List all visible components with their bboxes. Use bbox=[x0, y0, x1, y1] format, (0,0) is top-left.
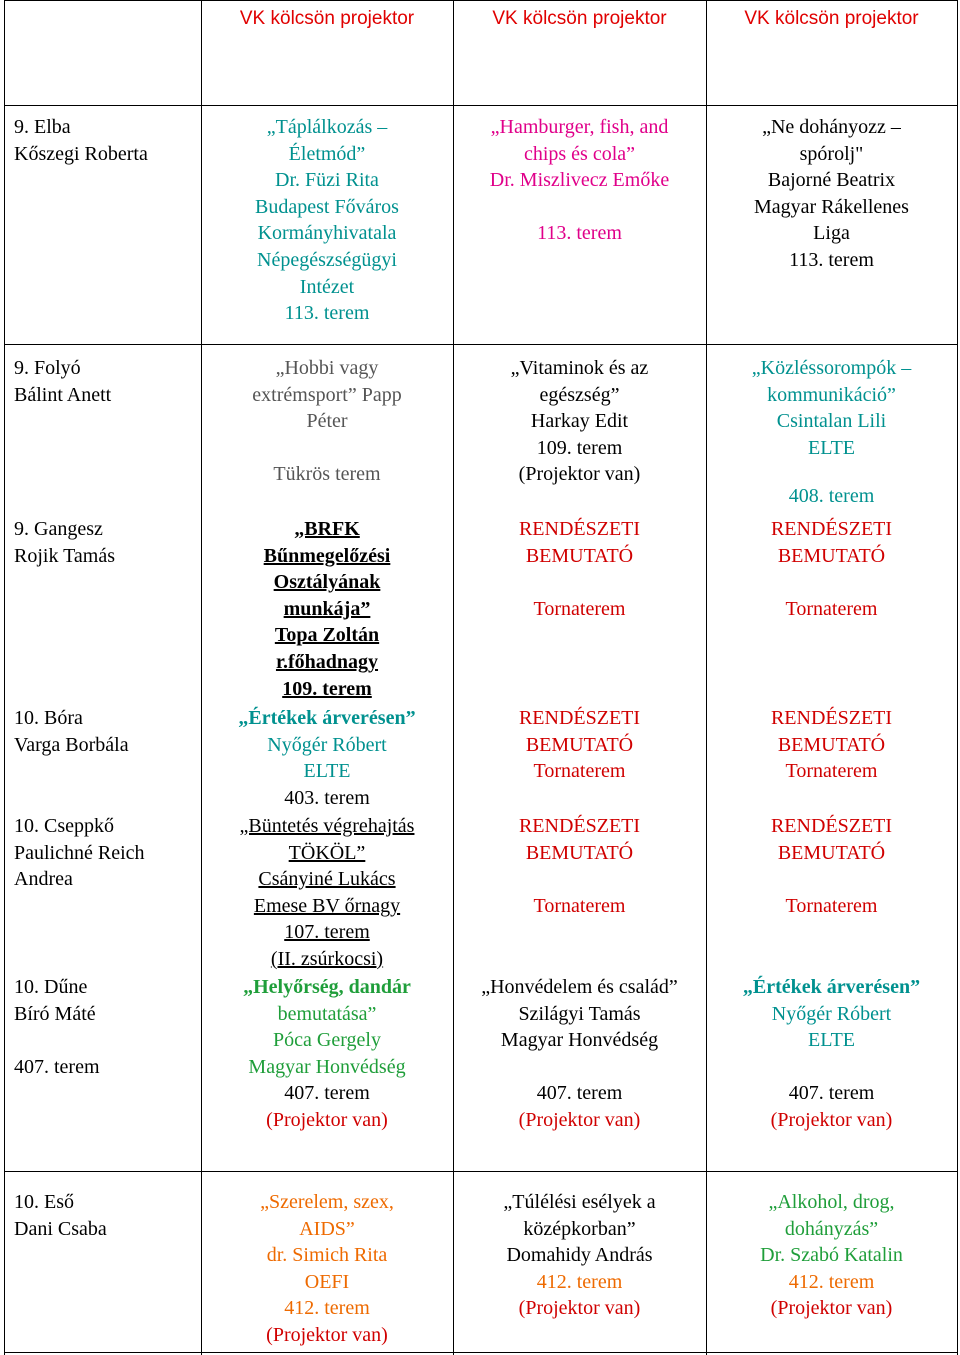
group-folyo: 9. Folyó Bálint Anett bbox=[14, 357, 112, 406]
header-col3: VK kölcsön projektor bbox=[744, 8, 919, 29]
bora-session-3: RENDÉSZETI BEMUTATÓ Tornaterem bbox=[770, 707, 893, 783]
gangesz-session-3: RENDÉSZETI BEMUTATÓ Tornaterem bbox=[770, 518, 893, 620]
elba-session-3: „Ne dohányozz – spórolj" Bajorné Beatrix Magyar Rákellenes Liga 113. terem bbox=[754, 116, 909, 271]
border-left bbox=[4, 0, 5, 1355]
cseppko-session-2: RENDÉSZETI BEMUTATÓ Tornaterem bbox=[518, 815, 641, 917]
dune-session-2: „Honvédelem és család” Szilágyi Tamás Magyar Honvédség 407. terem (Projektor van) bbox=[481, 976, 678, 1131]
border-right bbox=[957, 0, 958, 1355]
border-top bbox=[4, 0, 958, 1]
group-dune: 10. Dűne Bíró Máté 407. terem bbox=[14, 976, 100, 1078]
group-eso: 10. Eső Dani Csaba bbox=[14, 1191, 107, 1240]
gangesz-session-1: „BRFK Bűnmegelőzési Osztályának munkája” Topa Zoltán r.főhadnagy 109. terem bbox=[263, 518, 391, 700]
header-col2: VK kölcsön projektor bbox=[492, 8, 667, 29]
border-row2 bbox=[4, 344, 958, 345]
bora-session-1: „Értékek árverésen” Nyőgér Róbert ELTE 403. terem bbox=[238, 707, 416, 809]
group-gangesz: 9. Gangesz Rojik Tamás bbox=[14, 518, 116, 567]
elba-session-2: „Hamburger, fish, and chips és cola” Dr. Miszlivecz Emőke 113. terem bbox=[489, 116, 670, 245]
bora-session-2: RENDÉSZETI BEMUTATÓ Tornaterem bbox=[518, 707, 641, 783]
header-col1: VK kölcsön projektor bbox=[239, 8, 415, 29]
group-bora: 10. Bóra Varga Borbála bbox=[14, 707, 129, 756]
cseppko-session-3: RENDÉSZETI BEMUTATÓ Tornaterem bbox=[770, 815, 893, 917]
eso-session-2: „Túlélési esélyek a középkorban” Domahidy András 412. terem (Projektor van) bbox=[503, 1191, 656, 1320]
border-bottom bbox=[4, 1352, 958, 1353]
group-cseppko: 10. Cseppkő Paulichné Reich Andrea bbox=[14, 815, 145, 891]
eso-session-1: „Szerelem, szex, AIDS” dr. Simich Rita OEFI 412. terem (Projektor van) bbox=[260, 1191, 394, 1346]
folyo-session-3: „Közléssorompók – kommunikáció” Csintalan Lili ELTE 408. terem bbox=[751, 357, 912, 508]
dune-session-1: „Helyőrség, dandár bemutatása” Póca Gergely Magyar Honvédség 407. terem (Projektor van) bbox=[243, 976, 411, 1131]
cseppko-session-1: „Büntetés végrehajtás TÖKÖL” Csányiné Lukács Emese BV őrnagy 107. terem (II. zsúrkocsi) bbox=[239, 815, 415, 970]
eso-session-3: „Alkohol, drog, dohányzás” Dr. Szabó Katalin 412. terem (Projektor van) bbox=[760, 1191, 903, 1320]
elba-session-1: „Táplálkozás – Életmód” Dr. Füzi Rita Budapest Főváros Kormányhivatala Népegészségügyi Intézet 113. terem bbox=[255, 116, 399, 325]
gangesz-session-2: RENDÉSZETI BEMUTATÓ Tornaterem bbox=[518, 518, 641, 620]
group-elba: 9. Elba Kőszegi Roberta bbox=[14, 116, 148, 165]
dune-session-3: „Értékek árverésen” Nyőgér Róbert ELTE 407. terem (Projektor van) bbox=[742, 976, 921, 1131]
border-row1 bbox=[4, 105, 958, 106]
folyo-session-2: „Vitaminok és az egészség” Harkay Edit 109. terem (Projektor van) bbox=[510, 357, 649, 486]
border-row3 bbox=[4, 1171, 958, 1172]
folyo-session-1: „Hobbi vagy extrémsport” Papp Péter Tükrös terem bbox=[252, 357, 402, 486]
